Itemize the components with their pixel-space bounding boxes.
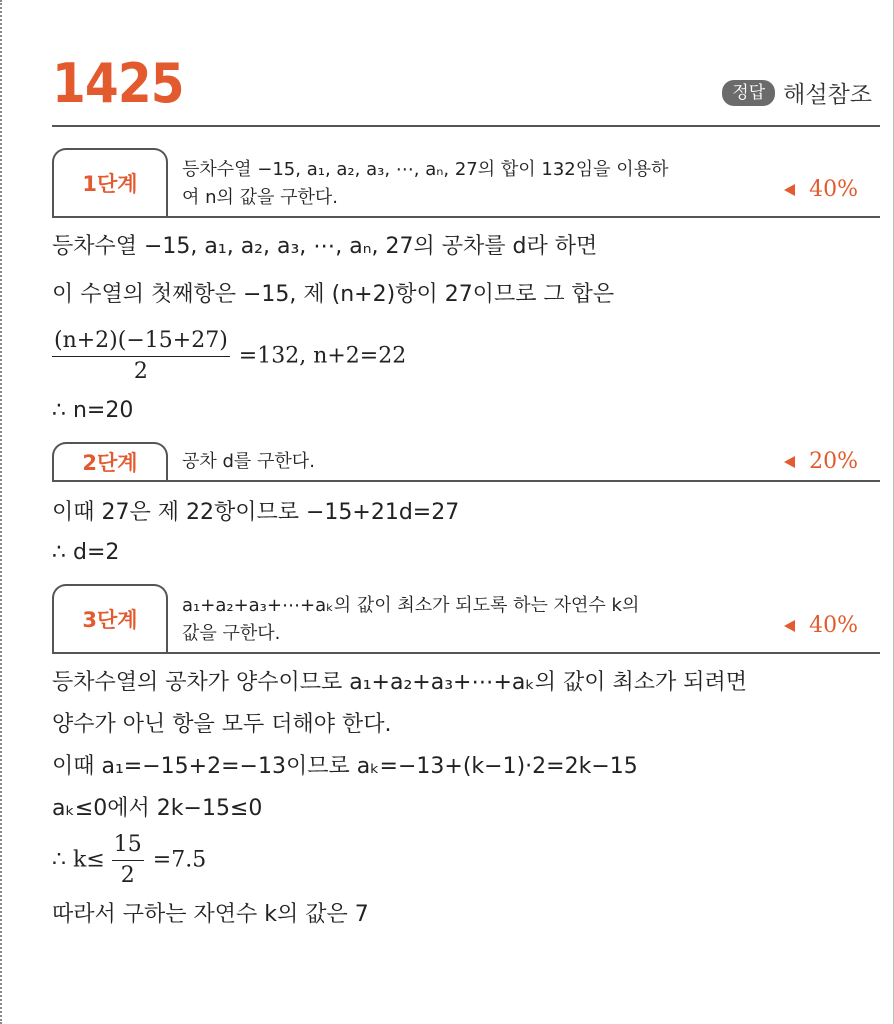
problem-number: 1425 <box>52 52 184 115</box>
step-2-description-line: 공차 d를 구한다. <box>182 451 315 472</box>
solution-line: 이때 27은 제 22항이므로 −15+21d=27 <box>52 500 460 525</box>
solution-line: aₖ≤0에서 2k−15≤0 <box>52 796 263 821</box>
step-1-description-line: 여 n의 값을 구한다. <box>182 187 339 208</box>
step-1-score <box>784 177 858 202</box>
left-triangle-icon <box>784 456 795 468</box>
step-3-header <box>52 576 880 654</box>
solution-line: 이때 a₁=−15+2=−13이므로 aₖ=−13+(k−1)·2=2k−15 <box>52 754 638 779</box>
fraction-numerator: 15 <box>112 830 144 861</box>
page-dotted-margin <box>0 0 2 1024</box>
solution-conclusion: 따라서 구하는 자연수 k의 값은 7 <box>52 902 369 927</box>
answer-text: 해설참조 <box>783 82 872 108</box>
step-1-description <box>182 156 760 212</box>
step-2-percent: 20% <box>809 449 858 474</box>
solution-line: 등차수열의 공차가 양수이므로 a₁+a₂+a₃+⋯+aₖ의 값이 최소가 되려면 <box>52 670 747 695</box>
step-2-description <box>182 448 760 476</box>
step-2-label: 2단계 <box>52 442 168 480</box>
step-3-percent: 40% <box>809 613 858 638</box>
solution-line: 등차수열 −15, a₁, a₂, a₃, ⋯, aₙ, 27의 공차를 d라 하면 <box>52 234 598 259</box>
fraction-numerator: (n+2)(−15+27) <box>52 326 230 357</box>
left-triangle-icon <box>784 184 795 196</box>
step-2-header <box>52 438 880 482</box>
solution-inequality-line <box>52 830 206 891</box>
inequality-prefix: ∴ k≤ <box>52 847 105 873</box>
left-triangle-icon <box>784 620 795 632</box>
solution-fraction-line <box>52 326 406 387</box>
step-1-label: 1단계 <box>52 148 168 216</box>
header-rule <box>52 125 880 127</box>
step-1-description-line: 등차수열 −15, a₁, a₂, a₃, ⋯, aₙ, 27의 합이 132임을 이용하 <box>182 159 669 180</box>
solution-conclusion: ∴ n=20 <box>52 398 134 423</box>
solution-line: 이 수열의 첫째항은 −15, 제 (n+2)항이 27이므로 그 합은 <box>52 282 615 307</box>
fraction-denominator: 2 <box>120 863 135 888</box>
step-1-header <box>52 140 880 218</box>
step-3-label: 3단계 <box>52 584 168 652</box>
answer-reference <box>722 76 872 109</box>
fraction-rest: =132, n+2=22 <box>238 343 407 369</box>
solution-conclusion: ∴ d=2 <box>52 540 120 565</box>
solution-line: 양수가 아닌 항을 모두 더해야 한다. <box>52 712 392 737</box>
step-3-score <box>784 613 858 638</box>
step-1-percent: 40% <box>809 177 858 202</box>
step-3-description <box>182 592 760 648</box>
fraction <box>52 326 230 387</box>
fraction-denominator: 2 <box>133 359 148 384</box>
step-3-description-line: a₁+a₂+a₃+⋯+aₖ의 값이 최소가 되도록 하는 자연수 k의 <box>182 595 640 616</box>
fraction-rest: =7.5 <box>152 847 207 873</box>
answer-badge: 정답 <box>722 80 775 106</box>
step-3-description-line: 값을 구한다. <box>182 623 281 644</box>
fraction <box>112 830 144 891</box>
step-2-score <box>784 449 858 474</box>
